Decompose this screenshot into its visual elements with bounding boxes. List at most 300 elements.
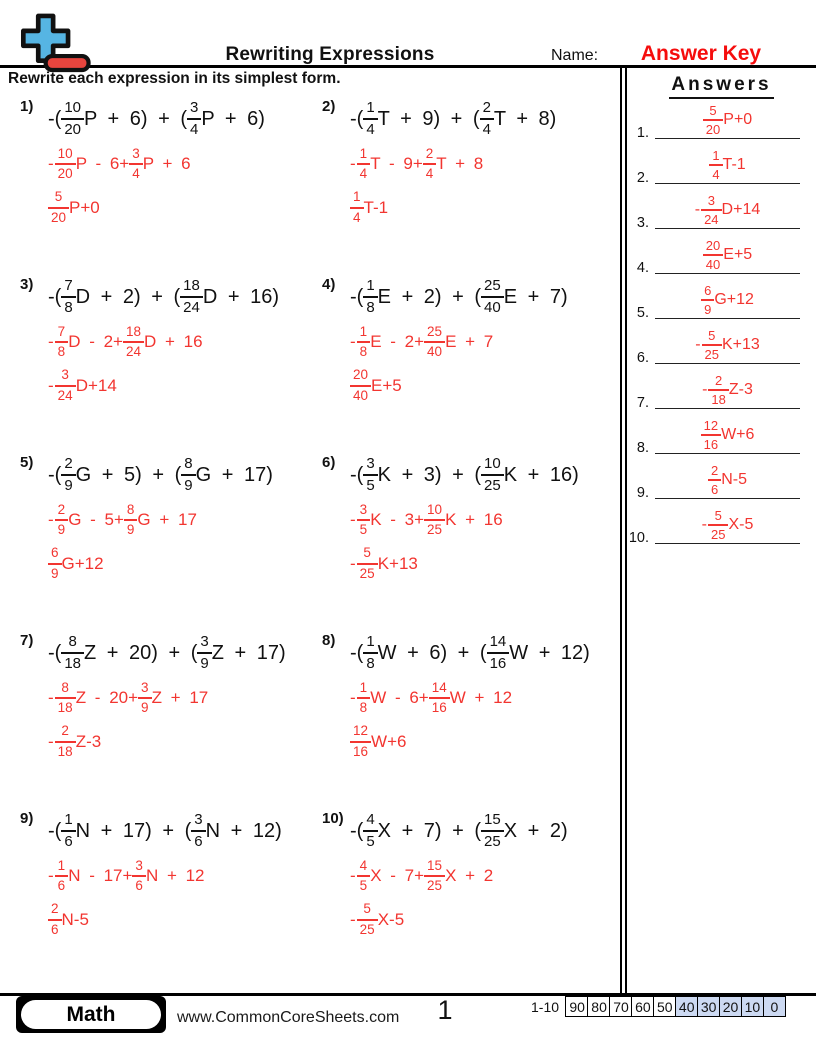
math-text: G + 5) + ( xyxy=(75,463,182,486)
math-text: X + 7) + ( xyxy=(377,819,482,842)
math-text: W+6 xyxy=(721,426,755,444)
vertical-divider xyxy=(620,68,627,993)
fraction xyxy=(357,546,378,580)
problem-number: 8) xyxy=(322,632,336,649)
math-text: -( xyxy=(350,285,364,308)
numerator: 2 xyxy=(55,724,76,742)
fraction xyxy=(129,147,143,181)
numerator: 4 xyxy=(363,812,377,832)
math-text: D + 2) + ( xyxy=(75,285,181,308)
expression-line xyxy=(350,454,618,496)
minus-sign: - xyxy=(695,336,701,354)
denominator: 16 xyxy=(703,437,719,453)
fraction xyxy=(55,325,69,359)
answer-blank-line xyxy=(655,228,800,229)
minus-sign: - xyxy=(694,201,701,219)
math-text: P + 6 xyxy=(142,154,191,174)
denominator: 9 xyxy=(200,655,209,672)
denominator: 40 xyxy=(705,257,721,273)
work-line xyxy=(350,147,618,181)
fraction xyxy=(55,147,76,181)
denominator: 18 xyxy=(57,700,73,716)
numerator: 18 xyxy=(180,278,203,298)
numerator: 8 xyxy=(124,503,138,521)
answer-blank-line xyxy=(655,138,800,139)
numerator: 6 xyxy=(701,284,714,302)
problem-8 xyxy=(316,630,618,808)
numerator: 15 xyxy=(481,812,504,832)
work-line xyxy=(48,147,316,181)
denominator: 5 xyxy=(366,833,375,850)
numerator: 12 xyxy=(701,419,721,437)
math-text: T + 9) + ( xyxy=(377,107,480,130)
answer-line xyxy=(350,368,618,402)
math-text: W+6 xyxy=(371,731,407,751)
numerator: 3 xyxy=(187,100,201,120)
math-text: E+5 xyxy=(723,246,753,264)
math-text: -( xyxy=(48,819,62,842)
math-text: K + 3) + ( xyxy=(377,463,482,486)
denominator: 8 xyxy=(57,344,66,360)
fraction xyxy=(481,278,504,316)
answer-key-label: Answer Key xyxy=(640,42,762,65)
math-text: P+0 xyxy=(723,111,753,129)
numerator: 8 xyxy=(181,456,195,476)
math-text: D + 16) xyxy=(202,285,279,308)
minus-sign: - xyxy=(48,375,54,395)
math-badge xyxy=(16,996,166,1033)
fraction xyxy=(357,147,371,181)
expression-line xyxy=(350,98,618,140)
fraction xyxy=(424,325,445,359)
work-line xyxy=(48,325,316,359)
numerator: 25 xyxy=(481,278,504,298)
math-text: X + 2) xyxy=(503,819,568,842)
page-title: Rewriting Expressions xyxy=(225,44,435,65)
math-text: D+14 xyxy=(721,201,761,219)
answer-value xyxy=(655,374,800,407)
fraction xyxy=(481,812,504,850)
math-text: Z-3 xyxy=(728,381,753,399)
fraction xyxy=(703,104,723,137)
denominator: 24 xyxy=(125,344,141,360)
answer-line xyxy=(48,546,316,580)
fraction xyxy=(708,374,728,407)
answer-item-10 xyxy=(627,506,816,551)
numerator: 18 xyxy=(123,325,144,343)
score-cell-50: 50 xyxy=(653,996,677,1017)
answer-blank-line xyxy=(655,183,800,184)
fraction xyxy=(424,859,445,893)
denominator: 4 xyxy=(712,167,720,183)
fraction xyxy=(357,503,371,537)
math-text: N + 17) + ( xyxy=(75,819,192,842)
problems-grid xyxy=(14,96,618,986)
numerator: 14 xyxy=(487,634,510,654)
denominator: 16 xyxy=(489,655,507,672)
math-text: E + 7 xyxy=(445,332,494,352)
minus-sign: - xyxy=(350,909,356,929)
numerator: 5 xyxy=(708,509,728,527)
problem-9 xyxy=(14,808,316,986)
denominator: 18 xyxy=(711,392,726,408)
expression-line xyxy=(48,276,316,318)
numerator: 5 xyxy=(702,329,722,347)
math-text: E + 2) + ( xyxy=(377,285,482,308)
denominator: 5 xyxy=(359,878,368,894)
work-line xyxy=(350,503,618,537)
math-text: -( xyxy=(48,107,62,130)
minus-icon xyxy=(46,56,89,70)
math-text: Z + 17) xyxy=(211,641,286,664)
answer-line xyxy=(48,902,316,936)
numerator: 1 xyxy=(357,681,371,699)
math-text: N-5 xyxy=(721,471,747,489)
minus-sign: - xyxy=(350,866,356,886)
fraction xyxy=(701,284,714,317)
answer-blank-line xyxy=(655,273,800,274)
denominator: 16 xyxy=(353,743,369,759)
numerator: 14 xyxy=(429,681,450,699)
problem-number: 1) xyxy=(20,98,34,115)
answer-line xyxy=(48,190,316,224)
math-text: E+5 xyxy=(371,375,402,395)
fraction xyxy=(357,681,371,715)
numerator: 7 xyxy=(61,278,75,298)
fraction xyxy=(61,100,84,138)
score-cell-60: 60 xyxy=(631,996,655,1017)
math-text: G+12 xyxy=(61,553,104,573)
math-text: -( xyxy=(48,285,62,308)
answer-blank-line xyxy=(655,453,800,454)
fraction xyxy=(350,724,371,758)
problem-1 xyxy=(14,96,316,274)
fraction xyxy=(197,634,211,672)
answer-blank-line xyxy=(655,318,800,319)
fraction xyxy=(132,859,146,893)
fraction xyxy=(191,812,205,850)
denominator: 25 xyxy=(359,565,375,581)
problem-number: 3) xyxy=(20,276,34,293)
numerator: 2 xyxy=(423,147,437,165)
denominator: 9 xyxy=(141,700,149,716)
math-text: -( xyxy=(48,641,62,664)
denominator: 40 xyxy=(484,299,501,316)
fraction xyxy=(363,634,377,672)
expression-line xyxy=(350,810,618,852)
answer-line xyxy=(48,368,316,402)
answer-item-8 xyxy=(627,416,816,461)
fraction xyxy=(48,902,62,936)
denominator: 9 xyxy=(704,302,712,318)
answer-item-5 xyxy=(627,281,816,326)
fraction xyxy=(424,503,445,537)
numerator: 2 xyxy=(708,374,728,392)
fraction xyxy=(55,859,69,893)
math-text: Z + 17 xyxy=(151,688,209,708)
score-cell-10: 10 xyxy=(741,996,765,1017)
denominator: 4 xyxy=(425,166,434,182)
answer-number: 10. xyxy=(628,530,649,546)
math-text: -( xyxy=(350,641,364,664)
answer-number: 9. xyxy=(636,485,649,501)
numerator: 7 xyxy=(55,325,69,343)
fraction xyxy=(61,634,84,672)
numerator: 1 xyxy=(357,147,371,165)
denominator: 25 xyxy=(484,833,501,850)
score-strip xyxy=(531,996,786,1018)
problem-number: 7) xyxy=(20,632,34,649)
answer-item-1 xyxy=(627,101,816,146)
instruction-text: Rewrite each expression in its simplest form. xyxy=(8,70,341,87)
math-text: -( xyxy=(48,463,62,486)
denominator: 20 xyxy=(51,209,67,225)
fraction xyxy=(61,456,75,494)
denominator: 25 xyxy=(484,477,501,494)
numerator: 20 xyxy=(703,239,723,257)
minus-sign: - xyxy=(48,731,54,751)
numerator: 1 xyxy=(61,812,75,832)
fraction xyxy=(181,456,195,494)
score-cell-90: 90 xyxy=(565,996,589,1017)
denominator: 25 xyxy=(427,522,443,538)
fraction xyxy=(138,681,152,715)
numerator: 3 xyxy=(191,812,205,832)
problem-7 xyxy=(14,630,316,808)
numerator: 5 xyxy=(357,902,378,920)
answer-line xyxy=(350,546,618,580)
math-text: T + 8 xyxy=(436,154,484,174)
numerator: 10 xyxy=(61,100,84,120)
math-text: K - 3+ xyxy=(370,510,425,530)
denominator: 18 xyxy=(57,743,73,759)
denominator: 4 xyxy=(132,166,140,182)
denominator: 20 xyxy=(705,122,721,138)
minus-sign: - xyxy=(48,688,54,708)
numerator: 1 xyxy=(363,634,377,654)
answer-item-9 xyxy=(627,461,816,506)
math-text: K+13 xyxy=(377,553,418,573)
fraction xyxy=(180,278,203,316)
expression-line xyxy=(48,454,316,496)
numerator: 2 xyxy=(480,100,494,120)
numerator: 20 xyxy=(350,368,371,386)
math-text: D+14 xyxy=(75,375,117,395)
minus-sign: - xyxy=(48,154,54,174)
math-text: X-5 xyxy=(728,516,754,534)
answer-value xyxy=(655,284,800,317)
numerator: 5 xyxy=(48,190,69,208)
answer-blank-line xyxy=(655,543,800,544)
math-text: X + 2 xyxy=(445,866,494,886)
answer-number: 4. xyxy=(636,260,649,276)
work-line xyxy=(48,859,316,893)
answers-panel xyxy=(627,68,816,551)
numerator: 1 xyxy=(357,325,371,343)
math-text: N + 12) xyxy=(205,819,282,842)
answer-number: 1. xyxy=(636,125,649,141)
fraction xyxy=(702,329,722,362)
problem-2 xyxy=(316,96,618,274)
fraction xyxy=(357,859,371,893)
denominator: 8 xyxy=(366,299,375,316)
numerator: 3 xyxy=(132,859,146,877)
work-line xyxy=(350,859,618,893)
fraction xyxy=(363,100,377,138)
math-text: W - 6+ xyxy=(370,688,429,708)
score-cell-70: 70 xyxy=(609,996,633,1017)
numerator: 1 xyxy=(55,859,69,877)
fraction xyxy=(708,509,728,542)
numerator: 10 xyxy=(481,456,504,476)
name-label: Name: xyxy=(551,47,599,64)
denominator: 4 xyxy=(190,121,199,138)
fraction xyxy=(363,456,377,494)
fraction xyxy=(703,239,723,272)
math-text: X - 7+ xyxy=(370,866,425,886)
denominator: 9 xyxy=(184,477,193,494)
answer-number: 8. xyxy=(636,440,649,456)
math-text: W + 12 xyxy=(449,688,513,708)
answer-value xyxy=(655,419,800,452)
denominator: 6 xyxy=(51,921,59,937)
numerator: 3 xyxy=(701,194,721,212)
denominator: 24 xyxy=(183,299,200,316)
answer-number: 5. xyxy=(636,305,649,321)
denominator: 40 xyxy=(353,387,369,403)
minus-sign: - xyxy=(48,866,54,886)
math-text: N - 17+ xyxy=(68,866,133,886)
fraction xyxy=(357,325,371,359)
fraction xyxy=(48,190,69,224)
math-text: W + 6) + ( xyxy=(377,641,487,664)
minus-sign: - xyxy=(702,381,708,399)
math-text: T-1 xyxy=(722,156,746,174)
numerator: 25 xyxy=(424,325,445,343)
answer-value xyxy=(655,194,800,227)
fraction xyxy=(55,681,76,715)
expression-line xyxy=(48,98,316,140)
fraction xyxy=(701,419,721,452)
problem-number: 10) xyxy=(322,810,344,827)
answer-line xyxy=(350,902,618,936)
math-text: K + 16 xyxy=(445,510,503,530)
fraction xyxy=(55,503,69,537)
fraction xyxy=(187,100,201,138)
work-line xyxy=(48,503,316,537)
fraction xyxy=(708,464,721,497)
minus-sign: - xyxy=(350,154,356,174)
answer-line xyxy=(350,190,618,224)
answer-value xyxy=(655,239,800,272)
denominator: 9 xyxy=(64,477,73,494)
minus-sign: - xyxy=(350,553,356,573)
math-text: P - 6+ xyxy=(75,154,130,174)
minus-sign: - xyxy=(350,332,356,352)
denominator: 4 xyxy=(366,121,375,138)
numerator: 8 xyxy=(61,634,84,654)
denominator: 6 xyxy=(194,833,203,850)
fraction xyxy=(423,147,437,181)
denominator: 5 xyxy=(359,522,368,538)
math-text: G + 17) xyxy=(195,463,273,486)
numerator: 6 xyxy=(48,546,62,564)
math-text: G - 5+ xyxy=(68,510,124,530)
denominator: 6 xyxy=(57,878,66,894)
answer-line xyxy=(350,724,618,758)
answer-item-7 xyxy=(627,371,816,416)
denominator: 9 xyxy=(57,522,66,538)
answer-blank-line xyxy=(655,498,800,499)
math-text: E + 7) xyxy=(503,285,568,308)
fraction xyxy=(55,368,76,402)
numerator: 2 xyxy=(708,464,721,482)
numerator: 3 xyxy=(129,147,143,165)
answer-value xyxy=(655,104,800,137)
numerator: 12 xyxy=(350,724,371,742)
math-text: G+12 xyxy=(714,291,754,309)
denominator: 9 xyxy=(51,565,59,581)
score-cell-0: 0 xyxy=(763,996,787,1017)
denominator: 4 xyxy=(482,121,491,138)
numerator: 15 xyxy=(424,859,445,877)
fraction xyxy=(55,724,76,758)
denominator: 6 xyxy=(135,878,143,894)
answer-blank-line xyxy=(655,363,800,364)
math-text: -( xyxy=(350,107,364,130)
problem-number: 6) xyxy=(322,454,336,471)
fraction xyxy=(123,325,144,359)
answer-list xyxy=(627,101,816,551)
math-text: K + 16) xyxy=(503,463,579,486)
page-number: 1 xyxy=(437,995,453,1025)
math-text: E - 2+ xyxy=(370,332,425,352)
math-text: T - 9+ xyxy=(370,154,423,174)
work-line xyxy=(350,325,618,359)
minus-sign: - xyxy=(701,516,707,534)
denominator: 6 xyxy=(710,482,719,498)
problem-4 xyxy=(316,274,618,452)
math-text: W + 12) xyxy=(509,641,590,664)
denominator: 25 xyxy=(704,347,719,363)
score-table xyxy=(567,996,786,1017)
denominator: 25 xyxy=(710,527,726,543)
website-text: www.CommonCoreSheets.com xyxy=(177,1009,400,1026)
fraction xyxy=(481,456,504,494)
fraction xyxy=(124,503,138,537)
numerator: 3 xyxy=(363,456,377,476)
numerator: 8 xyxy=(55,681,76,699)
math-text: -( xyxy=(350,819,364,842)
math-text: D + 16 xyxy=(144,332,203,352)
problem-number: 5) xyxy=(20,454,34,471)
numerator: 4 xyxy=(357,859,371,877)
numerator: 1 xyxy=(350,190,364,208)
math-text: -( xyxy=(350,463,364,486)
denominator: 18 xyxy=(64,655,82,672)
fraction xyxy=(61,812,75,850)
numerator: 3 xyxy=(55,368,76,386)
answer-line xyxy=(48,724,316,758)
answer-item-2 xyxy=(627,146,816,191)
fraction xyxy=(363,278,377,316)
minus-sign: - xyxy=(48,332,54,352)
score-cell-80: 80 xyxy=(587,996,611,1017)
minus-sign: - xyxy=(48,510,54,530)
answer-value xyxy=(655,329,800,362)
expression-line xyxy=(48,810,316,852)
expression-line xyxy=(48,632,316,674)
